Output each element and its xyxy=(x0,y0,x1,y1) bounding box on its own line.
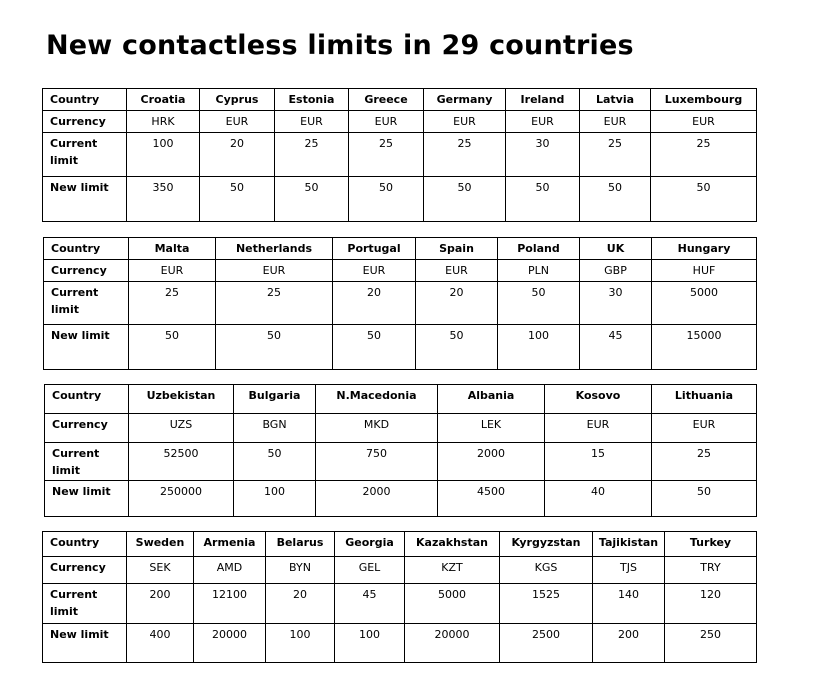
currency-cell: EUR xyxy=(200,111,275,133)
limits-table-2 xyxy=(43,237,757,370)
new-cell: 45 xyxy=(580,325,652,370)
country-name-cell: Portugal xyxy=(333,238,416,260)
currency-cell: LEK xyxy=(438,414,545,443)
country-name-cell: Uzbekistan xyxy=(129,385,234,414)
country-name-cell: Croatia xyxy=(127,89,200,111)
country-name-cell: Luxembourg xyxy=(651,89,757,111)
country-name-cell: Lithuania xyxy=(652,385,757,414)
current-cell: 120 xyxy=(665,584,757,624)
country-name-cell: UK xyxy=(580,238,652,260)
current-cell: 45 xyxy=(335,584,405,624)
current-cell: 50 xyxy=(234,443,316,481)
currency-row xyxy=(43,111,757,133)
new-cell: 50 xyxy=(275,177,349,222)
currency-cell: TJS xyxy=(593,557,665,584)
current-cell: 20 xyxy=(333,282,416,325)
row-label: Currency xyxy=(44,260,129,282)
current-cell: 2000 xyxy=(438,443,545,481)
current-cell: 25 xyxy=(580,133,651,177)
row-label: Current limit xyxy=(43,133,127,177)
new-limit-row xyxy=(45,481,757,517)
currency-cell: GBP xyxy=(580,260,652,282)
currency-row xyxy=(45,414,757,443)
page-title: New contactless limits in 29 countries xyxy=(46,30,634,61)
currency-row xyxy=(43,557,757,584)
currency-cell: PLN xyxy=(498,260,580,282)
new-cell: 200 xyxy=(593,624,665,663)
new-limit-row xyxy=(43,624,757,663)
country-name-cell: Albania xyxy=(438,385,545,414)
current-cell: 200 xyxy=(127,584,194,624)
country-name-cell: Armenia xyxy=(194,532,266,557)
current-cell: 25 xyxy=(216,282,333,325)
currency-cell: HUF xyxy=(652,260,757,282)
new-cell: 50 xyxy=(652,481,757,517)
country-name-cell: Belarus xyxy=(266,532,335,557)
current-cell: 20 xyxy=(416,282,498,325)
country-name-cell: Cyprus xyxy=(200,89,275,111)
row-label: Current limit xyxy=(43,584,127,624)
current-cell: 25 xyxy=(652,443,757,481)
country-name-cell: N.Macedonia xyxy=(316,385,438,414)
new-cell: 20000 xyxy=(194,624,266,663)
country-name-cell: Greece xyxy=(349,89,424,111)
currency-cell: KGS xyxy=(500,557,593,584)
country-name-cell: Estonia xyxy=(275,89,349,111)
new-cell: 50 xyxy=(349,177,424,222)
new-cell: 4500 xyxy=(438,481,545,517)
row-label: Currency xyxy=(43,111,127,133)
currency-cell: KZT xyxy=(405,557,500,584)
country-name-cell: Bulgaria xyxy=(234,385,316,414)
currency-cell: EUR xyxy=(506,111,580,133)
country-name-cell: Kazakhstan xyxy=(405,532,500,557)
new-cell: 100 xyxy=(266,624,335,663)
currency-cell: EUR xyxy=(333,260,416,282)
currency-cell: GEL xyxy=(335,557,405,584)
current-cell: 25 xyxy=(349,133,424,177)
currency-cell: SEK xyxy=(127,557,194,584)
currency-cell: EUR xyxy=(349,111,424,133)
row-label: New limit xyxy=(43,177,127,222)
new-cell: 400 xyxy=(127,624,194,663)
new-cell: 50 xyxy=(651,177,757,222)
country-name-cell: Ireland xyxy=(506,89,580,111)
limits-table-4 xyxy=(42,531,757,663)
currency-cell: EUR xyxy=(652,414,757,443)
currency-cell: AMD xyxy=(194,557,266,584)
current-limit-row xyxy=(43,584,757,624)
country-row xyxy=(43,89,757,111)
new-cell: 100 xyxy=(335,624,405,663)
current-cell: 30 xyxy=(506,133,580,177)
row-label: Country xyxy=(44,238,129,260)
country-name-cell: Germany xyxy=(424,89,506,111)
new-cell: 2500 xyxy=(500,624,593,663)
current-cell: 25 xyxy=(275,133,349,177)
row-label: Current limit xyxy=(44,282,129,325)
current-cell: 30 xyxy=(580,282,652,325)
current-cell: 140 xyxy=(593,584,665,624)
currency-cell: EUR xyxy=(545,414,652,443)
row-label: Country xyxy=(43,532,127,557)
row-label: New limit xyxy=(44,325,129,370)
new-cell: 20000 xyxy=(405,624,500,663)
new-cell: 50 xyxy=(424,177,506,222)
new-cell: 350 xyxy=(127,177,200,222)
currency-cell: HRK xyxy=(127,111,200,133)
currency-cell: EUR xyxy=(424,111,506,133)
currency-cell: UZS xyxy=(129,414,234,443)
current-cell: 15 xyxy=(545,443,652,481)
country-name-cell: Malta xyxy=(129,238,216,260)
new-cell: 40 xyxy=(545,481,652,517)
country-name-cell: Hungary xyxy=(652,238,757,260)
row-label: Currency xyxy=(45,414,129,443)
current-cell: 5000 xyxy=(405,584,500,624)
row-label: New limit xyxy=(43,624,127,663)
new-cell: 50 xyxy=(200,177,275,222)
new-cell: 250000 xyxy=(129,481,234,517)
country-name-cell: Tajikistan xyxy=(593,532,665,557)
country-name-cell: Kosovo xyxy=(545,385,652,414)
row-label: New limit xyxy=(45,481,129,517)
new-cell: 50 xyxy=(333,325,416,370)
new-cell: 15000 xyxy=(652,325,757,370)
country-name-cell: Spain xyxy=(416,238,498,260)
current-cell: 25 xyxy=(129,282,216,325)
current-cell: 1525 xyxy=(500,584,593,624)
currency-cell: EUR xyxy=(216,260,333,282)
current-cell: 5000 xyxy=(652,282,757,325)
new-cell: 50 xyxy=(129,325,216,370)
current-cell: 750 xyxy=(316,443,438,481)
new-cell: 50 xyxy=(416,325,498,370)
current-cell: 20 xyxy=(200,133,275,177)
current-cell: 12100 xyxy=(194,584,266,624)
new-cell: 2000 xyxy=(316,481,438,517)
country-name-cell: Kyrgyzstan xyxy=(500,532,593,557)
country-row xyxy=(43,532,757,557)
currency-cell: TRY xyxy=(665,557,757,584)
new-cell: 50 xyxy=(506,177,580,222)
current-cell: 100 xyxy=(127,133,200,177)
limits-table-3 xyxy=(44,384,757,517)
current-cell: 25 xyxy=(424,133,506,177)
current-cell: 52500 xyxy=(129,443,234,481)
country-name-cell: Turkey xyxy=(665,532,757,557)
current-limit-row xyxy=(43,133,757,177)
new-cell: 250 xyxy=(665,624,757,663)
new-cell: 50 xyxy=(580,177,651,222)
country-row xyxy=(44,238,757,260)
row-label: Current limit xyxy=(45,443,129,481)
current-cell: 50 xyxy=(498,282,580,325)
country-row xyxy=(45,385,757,414)
currency-row xyxy=(44,260,757,282)
new-cell: 50 xyxy=(216,325,333,370)
new-limit-row xyxy=(43,177,757,222)
country-name-cell: Georgia xyxy=(335,532,405,557)
current-limit-row xyxy=(45,443,757,481)
country-name-cell: Poland xyxy=(498,238,580,260)
row-label: Currency xyxy=(43,557,127,584)
currency-cell: EUR xyxy=(651,111,757,133)
current-cell: 20 xyxy=(266,584,335,624)
new-limit-row xyxy=(44,325,757,370)
currency-cell: EUR xyxy=(580,111,651,133)
country-name-cell: Netherlands xyxy=(216,238,333,260)
country-name-cell: Sweden xyxy=(127,532,194,557)
currency-cell: BYN xyxy=(266,557,335,584)
current-cell: 25 xyxy=(651,133,757,177)
row-label: Country xyxy=(43,89,127,111)
currency-cell: EUR xyxy=(129,260,216,282)
row-label: Country xyxy=(45,385,129,414)
currency-cell: MKD xyxy=(316,414,438,443)
limits-table-1 xyxy=(42,88,757,222)
currency-cell: EUR xyxy=(416,260,498,282)
currency-cell: BGN xyxy=(234,414,316,443)
new-cell: 100 xyxy=(498,325,580,370)
current-limit-row xyxy=(44,282,757,325)
country-name-cell: Latvia xyxy=(580,89,651,111)
new-cell: 100 xyxy=(234,481,316,517)
currency-cell: EUR xyxy=(275,111,349,133)
